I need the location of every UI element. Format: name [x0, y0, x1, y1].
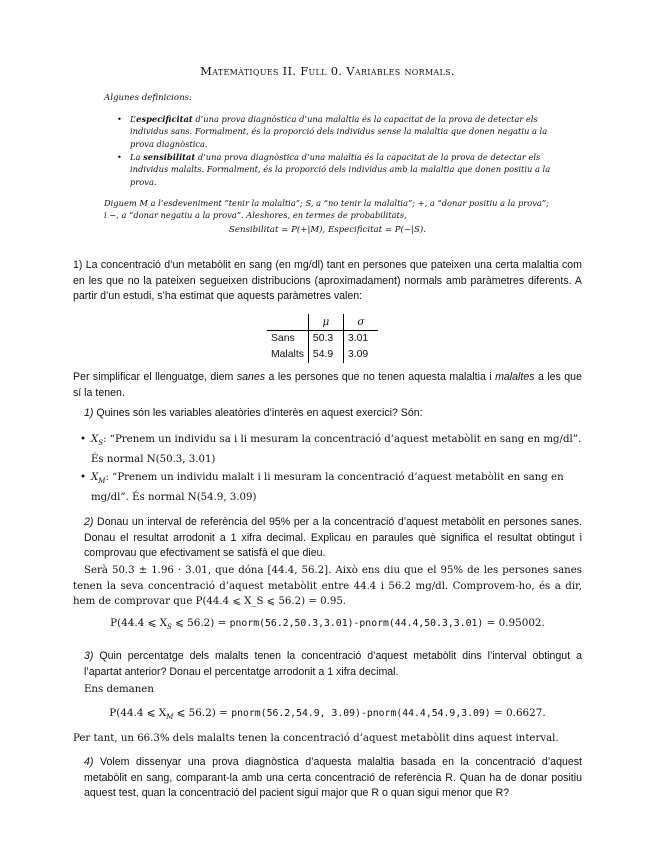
- simplification-paragraph: [73, 370, 582, 401]
- problem-text: La concentració d’un metabòlit en sang (en mg/dl) tant en persones que pateixen una certa malaltia com en les que no la pateixen segueixen distribucions (aproximadament) normals amb paràmetres diferents. A partir d’un estudi, s’ha estimat que aquests paràmetres valen:: [73, 259, 582, 303]
- variable-subscript: M: [98, 477, 106, 486]
- table-header-cell: σ: [343, 314, 378, 331]
- equation-3: [0, 707, 655, 721]
- equation-2: [0, 617, 655, 631]
- definition-especificitat: [117, 113, 556, 150]
- text-fragment: a les persones que no tenen aquesta malaltia i: [265, 371, 496, 383]
- answer-3-intro: Ens demanen: [84, 684, 154, 695]
- question-number: 4): [84, 756, 94, 768]
- question-text: Quines són les variables aleatòries d’interès en aquest exercici? Són:: [93, 407, 423, 419]
- definitions-heading: Algunes definicions:: [104, 93, 192, 103]
- table-header-row: [267, 314, 378, 331]
- parameters-table: [267, 314, 378, 363]
- problem-1-intro: [73, 258, 582, 305]
- table-cell: 54.9: [308, 347, 343, 363]
- text-fragment: a les que sí la tenen.: [73, 371, 582, 399]
- bullet-icon: •: [117, 114, 122, 124]
- definition-text: d’una prova diagnòstica d’una malaltia és la capacitat de la prova de detectar els individus malalts. Formalment, és la proporció dels individus amb la malaltia que donen positiu a la prova.: [130, 152, 551, 187]
- equation-code: pnorm(56.2,54.9, 3.09)-pnorm(44.4,54.9,3.09): [231, 708, 491, 719]
- definition-term: especificitat: [136, 114, 193, 124]
- variable-description: : “Prenem un individu malalt i li mesuram la concentració d’aquest metabòlit en sang en mg/dl”. És normal N(54.9, 3.09): [91, 472, 564, 503]
- table-cell: 50.3: [308, 331, 343, 348]
- equation-left: P(44.4 ⩽ X: [110, 617, 168, 629]
- bullet-icon: •: [117, 152, 122, 162]
- equation-code: pnorm(56.2,50.3,3.01)-pnorm(44.4,50.3,3.01): [229, 618, 484, 629]
- equation-middle: ⩽ 56.2) =: [173, 707, 232, 719]
- equation-left: P(44.4 ⩽ X: [109, 707, 167, 719]
- question-4: [84, 755, 582, 802]
- question-number: 3): [84, 650, 94, 662]
- question-text: Quin percentatge dels malalts tenen la concentració d’aquest metabòlit dins l’interval obtingut a l’apartat anterior? Donau el percentatge arrodonit a 1 xifra decimal.: [84, 650, 582, 678]
- question-number: 2): [84, 516, 94, 528]
- table-cell: 3.01: [347, 333, 369, 344]
- definition-sensibilitat: [117, 151, 556, 188]
- variable-symbol: X: [91, 434, 99, 445]
- variable-xs-item: [80, 432, 582, 467]
- question-2: [84, 515, 582, 562]
- table-cell: Malalts: [267, 347, 308, 363]
- definitions-formula: Sensibilitat = P(+|M), Especificitat = P(−|S).: [229, 225, 426, 235]
- question-text: Volem dissenyar una prova diagnòstica d’aquesta malaltia basada en la concentració d’aquest metabòlit en sang, comparant-la amb una certa concentració de referència R. Quan ha de donar positiu aquest test, quan la concentració del pacient sigui major que R o quan sigui menor que R?: [84, 756, 582, 800]
- question-1: [84, 406, 582, 422]
- definition-term: sensibilitat: [143, 152, 196, 162]
- bullet-icon: •: [80, 434, 87, 445]
- problem-number: 1): [73, 259, 83, 271]
- variable-subscript: S: [98, 439, 104, 448]
- variable-xm-item: [80, 470, 582, 505]
- definition-text: d’una prova diagnòstica d’una malaltia és la capacitat de la prova de detectar els individus sans. Formalment, és la proporció dels individus sense la malaltia que donen negatiu a la prova diagnòstica.: [130, 114, 548, 149]
- notation-paragraph: Diguem M a l’esdeveniment “tenir la malaltia”; S, a “no tenir la malaltia”; +, a “donar positiu a la prova”; i −, a “donar negatiu a la prova”. Aleshores, en termes de probabilitats,: [104, 198, 549, 221]
- text-fragment: Per simplificar el llenguatge, diem: [73, 371, 237, 383]
- table-row: [267, 331, 378, 348]
- table-cell: Sans: [267, 331, 308, 348]
- term-sanes: sanes: [236, 371, 266, 383]
- variable-symbol: X: [91, 472, 99, 483]
- page-title: Matemàtiques II. Full 0. Variables normals.: [200, 64, 455, 78]
- table-header-cell: [267, 314, 308, 331]
- answer-2: Serà 50.3 ± 1.96 · 3.01, que dóna [44.4, 56.2]. Això ens diu que el 95% de les persones sanes tenen la seva concentració d’aquest metabòlit entre 44.4 i 56.2 mg/dl. Comprovem-ho, és a dir, hem de comprovar que P(44.4 ⩽ X_S ⩽ 56.2) = 0.95.: [73, 565, 582, 608]
- term-malaltes: malaltes: [495, 371, 535, 383]
- definition-lead: L’: [130, 114, 137, 124]
- table-cell: 3.09: [347, 349, 369, 360]
- answer-3-conclusion: Per tant, un 66.3% dels malalts tenen la concentració d’aquest metabòlit dins aquest interval.: [73, 733, 559, 744]
- equation-result: = 0.6627.: [490, 707, 546, 719]
- equation-subscript: S: [167, 623, 172, 632]
- table-header-cell: μ: [308, 314, 343, 331]
- bullet-icon: •: [80, 472, 87, 483]
- definition-lead: La: [130, 152, 144, 162]
- equation-result: = 0.95002.: [483, 617, 545, 629]
- table-row: [267, 347, 378, 363]
- variable-description: : “Prenem un individu sa i li mesuram la concentració d’aquest metabòlit en sang en mg/dl”. És normal N(50.3, 3.01): [91, 434, 582, 465]
- question-number: 1): [84, 407, 94, 419]
- equation-subscript: M: [166, 713, 174, 722]
- equation-middle: ⩽ 56.2) =: [171, 617, 230, 629]
- question-text: Donau un interval de referència del 95% per a la concentració d’aquest metabòlit en persones sanes. Donau el resultat arrodonit a 1 xifra decimal. Explicau en paraules què significa el resultat obtingut i comprovau que efectivament se satisfà el que dieu.: [84, 516, 582, 560]
- question-3: [84, 649, 582, 680]
